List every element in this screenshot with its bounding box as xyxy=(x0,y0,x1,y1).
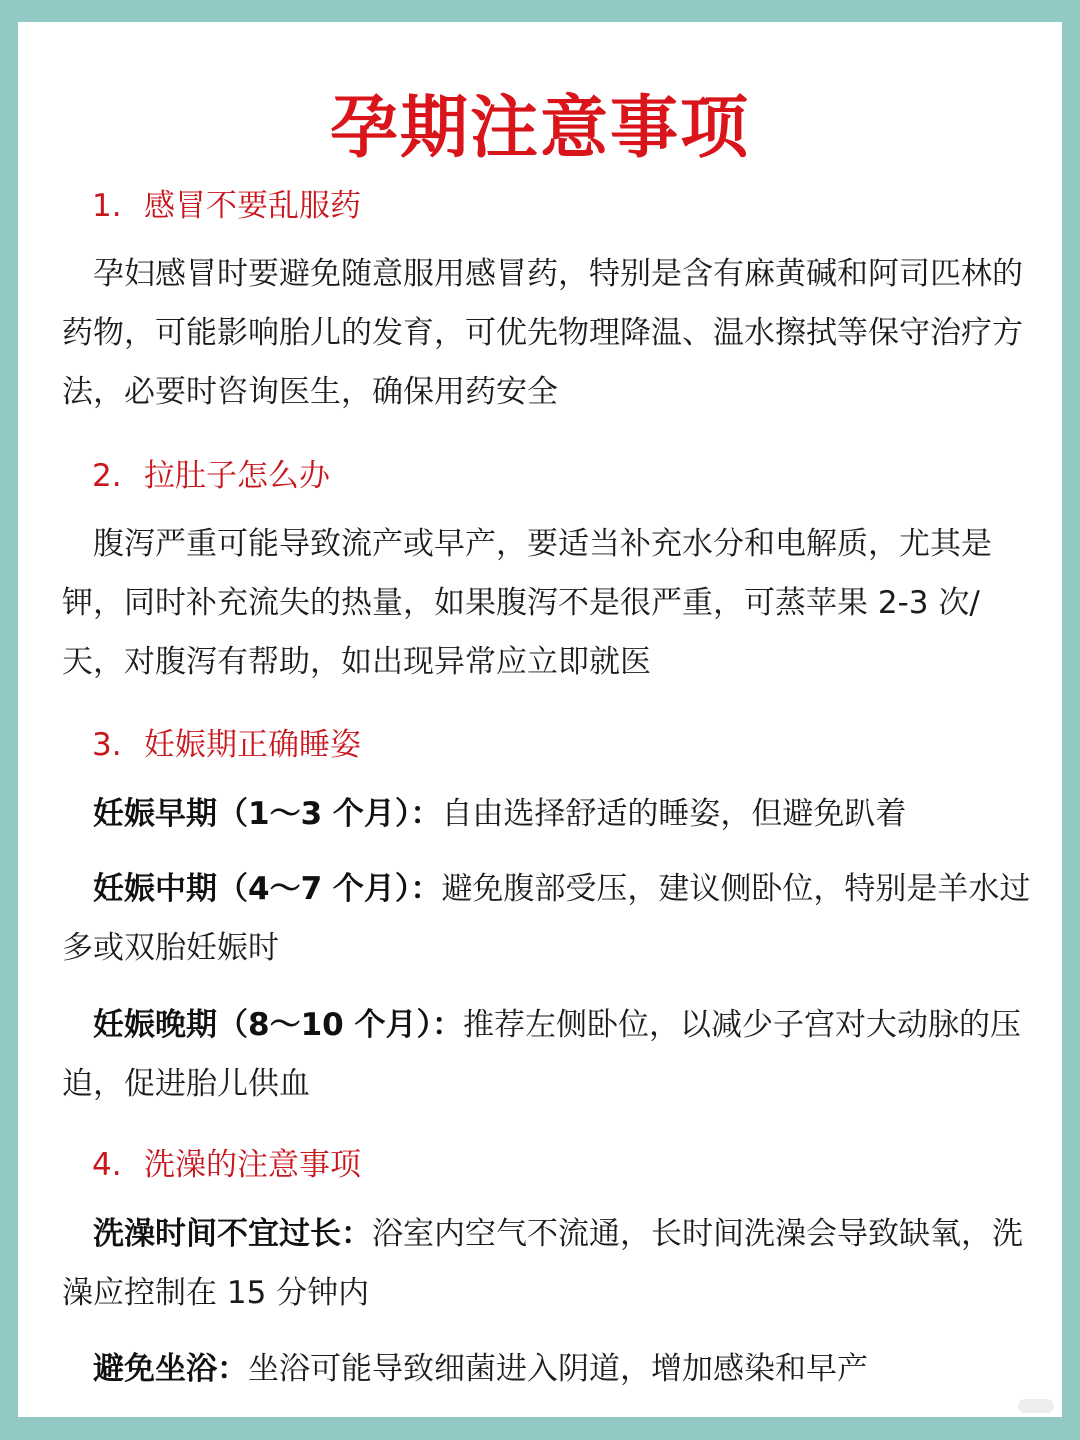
paragraph: 避免坐浴：坐浴可能导致细菌进入阴道，增加感染和早产 xyxy=(93,1351,868,1387)
section-heading-4 xyxy=(92,1139,361,1184)
section-number: 1. xyxy=(92,188,122,224)
section-number: 3. xyxy=(92,727,122,763)
section-number: 2. xyxy=(92,458,122,494)
section-title: 拉肚子怎么办 xyxy=(144,458,330,494)
section-heading-2 xyxy=(92,450,330,495)
paragraph: 腹泻严重可能导致流产或早产，要适当补充水分和电解质，尤其是钾，同时补充流失的热量，如果腹泻不是很严重，可蒸苹果 2-3 次/天，对腹泻有帮助，如出现异常应立即就医 xyxy=(62,526,992,680)
content-card xyxy=(18,22,1062,1417)
watermark xyxy=(1018,1399,1054,1413)
section-number: 4. xyxy=(92,1147,122,1183)
section-title: 妊娠期正确睡姿 xyxy=(144,727,361,763)
section-title: 洗澡的注意事项 xyxy=(144,1147,361,1183)
paragraph: 妊娠中期（4～7 个月）：避免腹部受压，建议侧卧位，特别是羊水过多或双胎妊娠时 xyxy=(62,871,1031,966)
section-title: 感冒不要乱服药 xyxy=(144,188,361,224)
paragraph: 妊娠晚期（8～10 个月）：推荐左侧卧位，以减少子宫对大动脉的压迫，促进胎儿供血 xyxy=(62,1007,1022,1102)
paragraph: 孕妇感冒时要避免随意服用感冒药，特别是含有麻黄碱和阿司匹林的药物，可能影响胎儿的发育，可优先物理降温、温水擦拭等保守治疗方法，必要时咨询医生，确保用药安全 xyxy=(62,256,1023,410)
page-title: 孕期注意事项 xyxy=(329,89,750,168)
paragraph: 妊娠早期（1～3 个月）：自由选择舒适的睡姿，但避免趴着 xyxy=(93,796,907,832)
section-heading-1 xyxy=(92,180,361,225)
paragraph: 洗澡时间不宜过长：浴室内空气不流通，长时间洗澡会导致缺氧，洗澡应控制在 15 分钟内 xyxy=(62,1216,1023,1311)
section-heading-3 xyxy=(92,719,361,764)
